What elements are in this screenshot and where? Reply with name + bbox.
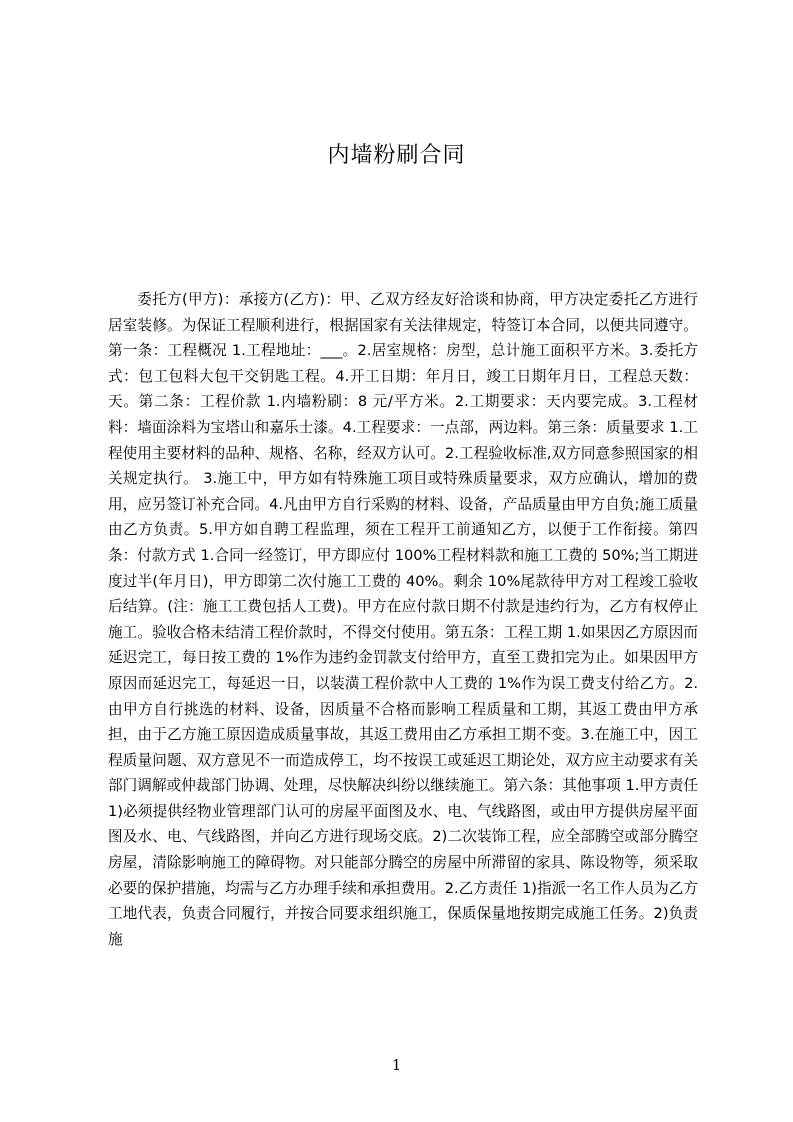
contract-body-text: 委托方(甲方)：承接方(乙方)：甲、乙双方经友好洽谈和协商，甲方决定委托乙方进行居室装修。为保证工程顺利进行，根据国家有关法律规定，特签订本合同，以便共同遵守。第一条：工程概况 1.工程地址：___。2.居室规格：房型，总计施工面积平方米。3.委托方式：包工包料大包干交钥匙工程。4.开工日期：年月日，竣工日期年月日，工程总天数：天。第二条：工程价款 1.内墙粉刷：8 元/平方米。2.工期要求：天内要完成。3.工程材料：墙面涂料为宝塔山和嘉乐士漆。4.工程要求：一点部，两边料。第三条：质量要求 1.工程使用主要材料的品种、规格、名称，经双方认可。2.工程验收标准,双方同意参照国家的相关规定执行。 3.施工中，甲方如有特殊施工项目或特殊质量要求，双方应确认，增加的费用，应另签订补充合同。4.凡由甲方自行采购的材料、设备，产品质量由甲方自负;施工质量由乙方负责。5.甲方如自聘工程监理，须在工程开工前通知乙方，以便于工作衔接。第四条：付款方式 1.合同一经签订，甲方即应付 100%工程材料款和施工工费的 50%;当工期进度过半(年月日)，甲方即第二次付施工工费的 40%。剩余 10%尾款待甲方对工程竣工验收后结算。(注：施工工费包括人工费)。甲方在应付款日期不付款是违约行为，乙方有权停止施工。验收合格未结清工程价款时，不得交付使用。第五条：工程工期 1.如果因乙方原因而延迟完工，每日按工费的 1%作为违约金罚款支付给甲方，直至工费扣完为止。如果因甲方原因而延迟完工，每延迟一日，以装潢工程价款中人工费的 1%作为误工费支付给乙方。2.由甲方自行挑选的材料、设备，因质量不合格而影响工程质量和工期，其返工费由甲方承担，由于乙方施工原因造成质量事故，其返工费用由乙方承担工期不变。3.在施工中，因工程质量问题、双方意见不一而造成停工，均不按误工或延迟工期论处，双方应主动要求有关部门调解或仲裁部门协调、处理，尽快解决纠纷以继续施工。第六条：其他事项 1.甲方责任 1)必须提供经物业管理部门认可的房屋平面图及水、电、气线路图，或由甲方提供房屋平面图及水、电、气线路图，并向乙方进行现场交底。2)二次装饰工程，应全部腾空或部分腾空房屋，清除影响施工的障碍物。对只能部分腾空的房屋中所滞留的家具、陈设物等，须采取必要的保护措施，均需与乙方办理手续和承担费用。2.乙方责任 1)指派一名工作人员为乙方工地代表，负责合同履行，并按合同要求组织施工，保质保量地按期完成施工任务。2)负责施 [108,291,698,948]
document-title: 内墙粉刷合同 [327,143,466,168]
page-number: 1 [391,1056,402,1074]
